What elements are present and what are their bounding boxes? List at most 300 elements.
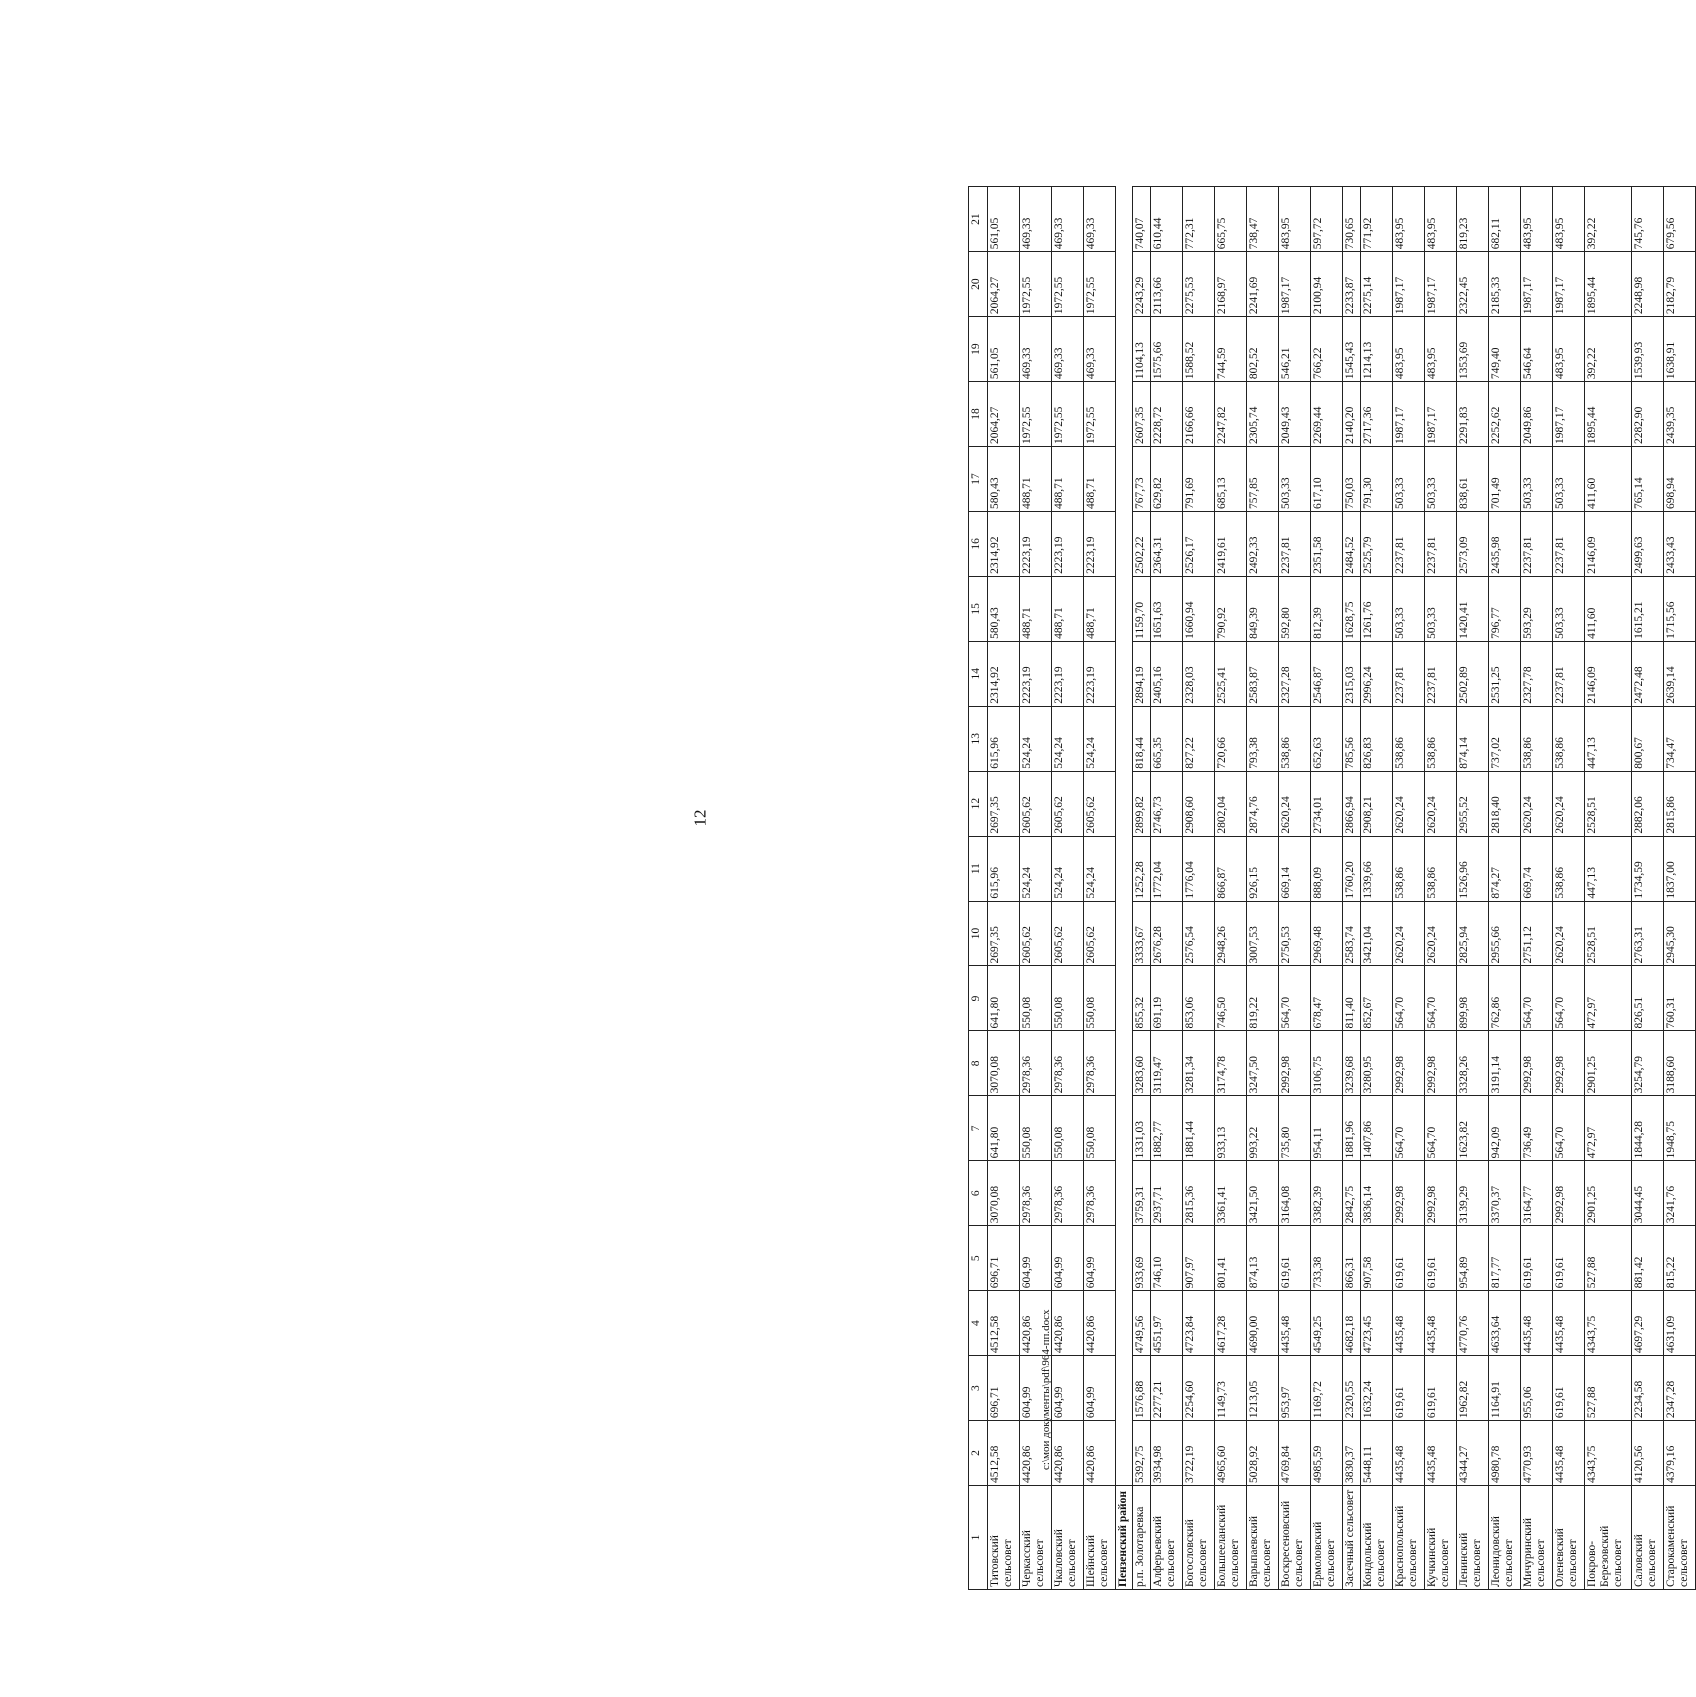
value-cell: 2237,81 — [1393, 511, 1425, 576]
value-cell: 665,75 — [1215, 187, 1247, 252]
value-cell: 701,49 — [1489, 447, 1521, 512]
value-cell: 550,08 — [1020, 1096, 1052, 1161]
value-cell: 652,63 — [1311, 706, 1343, 771]
value-cell: 641,80 — [988, 1096, 1020, 1161]
value-cell: 738,47 — [1247, 187, 1279, 252]
value-cell: 4344,27 — [1457, 1421, 1489, 1486]
value-cell: 3281,34 — [1183, 1031, 1215, 1096]
value-cell: 2237,81 — [1553, 641, 1585, 706]
row-name-cell: р.п. Золотаревка — [1133, 1486, 1151, 1590]
value-cell: 564,70 — [1553, 966, 1585, 1031]
column-number-cell: 10 — [969, 901, 988, 966]
value-cell: 1987,17 — [1279, 252, 1311, 317]
value-cell: 2901,25 — [1585, 1031, 1632, 1096]
value-cell: 564,70 — [1393, 966, 1425, 1031]
value-cell: 1104,13 — [1133, 317, 1151, 382]
value-cell: 2166,66 — [1183, 382, 1215, 447]
value-cell: 744,59 — [1215, 317, 1247, 382]
value-cell: 524,24 — [1084, 706, 1116, 771]
value-cell: 874,14 — [1457, 706, 1489, 771]
value-cell: 2531,25 — [1489, 641, 1521, 706]
rotated-table-container — [968, 186, 1696, 1590]
value-cell: 472,97 — [1585, 1096, 1632, 1161]
value-cell: 2818,40 — [1489, 771, 1521, 836]
column-number-cell: 16 — [969, 511, 988, 576]
value-cell: 2620,24 — [1553, 901, 1585, 966]
row-name-cell: Краснопольский сельсовет — [1393, 1486, 1425, 1590]
value-cell: 2439,35 — [1664, 382, 1696, 447]
value-cell: 3070,08 — [988, 1031, 1020, 1096]
value-cell: 2751,12 — [1521, 901, 1553, 966]
value-cell: 2901,25 — [1585, 1161, 1632, 1226]
value-cell: 2347,28 — [1664, 1356, 1696, 1421]
value-cell: 1987,17 — [1553, 252, 1585, 317]
value-cell: 2405,16 — [1151, 641, 1183, 706]
column-number-cell: 12 — [969, 771, 988, 836]
value-cell: 4512,58 — [988, 1291, 1020, 1356]
value-cell: 899,98 — [1457, 966, 1489, 1031]
column-number-cell: 7 — [969, 1096, 988, 1161]
value-cell: 2978,36 — [1084, 1031, 1116, 1096]
value-cell: 800,67 — [1632, 706, 1664, 771]
empty-cell — [1116, 836, 1133, 901]
value-cell: 483,95 — [1393, 317, 1425, 382]
value-cell: 801,41 — [1215, 1226, 1247, 1291]
value-cell: 818,44 — [1133, 706, 1151, 771]
value-cell: 503,33 — [1393, 447, 1425, 512]
value-cell: 790,92 — [1215, 576, 1247, 641]
value-cell: 2583,87 — [1247, 641, 1279, 706]
table-row — [1361, 187, 1393, 1590]
value-cell: 488,71 — [1084, 576, 1116, 641]
value-cell: 1588,52 — [1183, 317, 1215, 382]
value-cell: 4420,86 — [1084, 1291, 1116, 1356]
table-row — [1457, 187, 1489, 1590]
row-name-cell: Богословский сельсовет — [1183, 1486, 1215, 1590]
value-cell: 2978,36 — [1084, 1161, 1116, 1226]
value-cell: 488,71 — [1052, 447, 1084, 512]
value-cell: 4120,56 — [1632, 1421, 1664, 1486]
value-cell: 3254,79 — [1632, 1031, 1664, 1096]
value-cell: 1772,04 — [1151, 836, 1183, 901]
value-cell: 488,71 — [1020, 447, 1052, 512]
value-cell: 696,71 — [988, 1356, 1020, 1421]
value-cell: 2314,92 — [988, 641, 1020, 706]
value-cell: 2605,62 — [1052, 771, 1084, 836]
value-cell: 2802,04 — [1215, 771, 1247, 836]
value-cell: 2472,48 — [1632, 641, 1664, 706]
value-cell: 954,89 — [1457, 1226, 1489, 1291]
value-cell: 524,24 — [1084, 836, 1116, 901]
value-cell: 1948,75 — [1664, 1096, 1696, 1161]
value-cell: 538,86 — [1393, 706, 1425, 771]
value-cell: 852,67 — [1361, 966, 1393, 1031]
empty-cell — [1116, 1031, 1133, 1096]
column-number-cell: 1 — [969, 1486, 988, 1590]
value-cell: 503,33 — [1393, 576, 1425, 641]
row-name-cell: Воскресеновский сельсовет — [1279, 1486, 1311, 1590]
value-cell: 734,47 — [1664, 706, 1696, 771]
empty-cell — [1116, 1096, 1133, 1161]
value-cell: 564,70 — [1553, 1096, 1585, 1161]
value-cell: 2882,06 — [1632, 771, 1664, 836]
value-cell: 2945,30 — [1664, 901, 1696, 966]
value-cell: 2100,94 — [1311, 252, 1343, 317]
value-cell: 469,33 — [1020, 187, 1052, 252]
value-cell: 3239,68 — [1343, 1031, 1361, 1096]
value-cell: 1972,55 — [1020, 252, 1052, 317]
value-cell: 1632,24 — [1361, 1356, 1393, 1421]
value-cell: 1407,86 — [1361, 1096, 1393, 1161]
value-cell: 2978,36 — [1052, 1161, 1084, 1226]
row-name-cell: Саловский сельсовет — [1632, 1486, 1664, 1590]
value-cell: 3328,26 — [1457, 1031, 1489, 1096]
value-cell: 597,72 — [1311, 187, 1343, 252]
value-cell: 733,38 — [1311, 1226, 1343, 1291]
value-cell: 550,08 — [1084, 966, 1116, 1031]
value-cell: 411,60 — [1585, 576, 1632, 641]
value-cell: 802,52 — [1247, 317, 1279, 382]
value-cell: 3382,39 — [1311, 1161, 1343, 1226]
value-cell: 564,70 — [1425, 966, 1457, 1031]
value-cell: 4690,00 — [1247, 1291, 1279, 1356]
value-cell: 472,97 — [1585, 966, 1632, 1031]
column-number-cell: 15 — [969, 576, 988, 641]
value-cell: 2182,79 — [1664, 252, 1696, 317]
value-cell: 942,09 — [1489, 1096, 1521, 1161]
value-cell: 791,30 — [1361, 447, 1393, 512]
value-cell: 1261,76 — [1361, 576, 1393, 641]
value-cell: 1660,94 — [1183, 576, 1215, 641]
value-cell: 1169,72 — [1311, 1356, 1343, 1421]
column-number-cell: 5 — [969, 1226, 988, 1291]
value-cell: 2717,36 — [1361, 382, 1393, 447]
table-row — [1247, 187, 1279, 1590]
value-cell: 4549,25 — [1311, 1291, 1343, 1356]
value-cell: 815,22 — [1664, 1226, 1696, 1291]
value-cell: 791,69 — [1183, 447, 1215, 512]
value-cell: 641,80 — [988, 966, 1020, 1031]
row-name-cell: Старокаменский сельсовет — [1664, 1486, 1696, 1590]
value-cell: 564,70 — [1425, 1096, 1457, 1161]
value-cell: 2327,78 — [1521, 641, 1553, 706]
value-cell: 488,71 — [1084, 447, 1116, 512]
value-cell: 2969,48 — [1311, 901, 1343, 966]
empty-cell — [1116, 641, 1133, 706]
column-number-cell: 17 — [969, 447, 988, 512]
value-cell: 617,10 — [1311, 447, 1343, 512]
value-cell: 2223,19 — [1052, 511, 1084, 576]
value-cell: 2842,75 — [1343, 1161, 1361, 1226]
value-cell: 2433,43 — [1664, 511, 1696, 576]
table-row — [1020, 187, 1052, 1590]
value-cell: 2937,71 — [1151, 1161, 1183, 1226]
value-cell: 1213,05 — [1247, 1356, 1279, 1421]
tariff-table — [968, 186, 1696, 1590]
value-cell: 2546,87 — [1311, 641, 1343, 706]
value-cell: 685,13 — [1215, 447, 1247, 512]
value-cell: 2526,17 — [1183, 511, 1215, 576]
row-name-cell: Ермоловский сельсовет — [1311, 1486, 1343, 1590]
value-cell: 888,09 — [1311, 836, 1343, 901]
value-cell: 2992,98 — [1553, 1161, 1585, 1226]
value-cell: 2948,26 — [1215, 901, 1247, 966]
value-cell: 691,19 — [1151, 966, 1183, 1031]
section-title: Пензенский район — [1116, 1486, 1133, 1590]
value-cell: 1576,88 — [1133, 1356, 1151, 1421]
row-name-cell: Ленинский сельсовет — [1457, 1486, 1489, 1590]
value-cell: 678,47 — [1311, 966, 1343, 1031]
value-cell: 3280,95 — [1361, 1031, 1393, 1096]
value-cell: 1882,77 — [1151, 1096, 1183, 1161]
value-cell: 503,33 — [1279, 447, 1311, 512]
value-cell: 2314,92 — [988, 511, 1020, 576]
empty-cell — [1116, 771, 1133, 836]
value-cell: 2746,73 — [1151, 771, 1183, 836]
value-cell: 757,85 — [1247, 447, 1279, 512]
value-cell: 615,96 — [988, 706, 1020, 771]
value-cell: 745,76 — [1632, 187, 1664, 252]
value-cell: 1628,75 — [1343, 576, 1361, 641]
value-cell: 503,33 — [1425, 447, 1457, 512]
empty-cell — [1116, 1291, 1133, 1356]
value-cell: 2275,53 — [1183, 252, 1215, 317]
value-cell: 538,86 — [1553, 706, 1585, 771]
value-cell: 1987,17 — [1425, 382, 1457, 447]
value-cell: 3722,19 — [1183, 1421, 1215, 1486]
value-cell: 826,83 — [1361, 706, 1393, 771]
value-cell: 2605,62 — [1084, 901, 1116, 966]
value-cell: 2639,14 — [1664, 641, 1696, 706]
value-cell: 1353,69 — [1457, 317, 1489, 382]
table-row — [1183, 187, 1215, 1590]
value-cell: 669,14 — [1279, 836, 1311, 901]
value-cell: 2992,98 — [1279, 1031, 1311, 1096]
value-cell: 2275,14 — [1361, 252, 1393, 317]
value-cell: 2234,58 — [1632, 1356, 1664, 1421]
row-name-cell: Оленевский сельсовет — [1553, 1486, 1585, 1590]
value-cell: 2525,79 — [1361, 511, 1393, 576]
value-cell: 1881,44 — [1183, 1096, 1215, 1161]
value-cell: 2573,09 — [1457, 511, 1489, 576]
value-cell: 1615,21 — [1632, 576, 1664, 641]
value-cell: 2620,24 — [1393, 901, 1425, 966]
value-cell: 1895,44 — [1585, 252, 1632, 317]
value-cell: 2254,60 — [1183, 1356, 1215, 1421]
value-cell: 765,14 — [1632, 447, 1664, 512]
row-name-cell: Алферьевский сельсовет — [1151, 1486, 1183, 1590]
value-cell: 2223,19 — [1020, 511, 1052, 576]
value-cell: 1776,04 — [1183, 836, 1215, 901]
value-cell: 619,61 — [1521, 1226, 1553, 1291]
value-cell: 926,15 — [1247, 836, 1279, 901]
value-cell: 826,51 — [1632, 966, 1664, 1031]
value-cell: 604,99 — [1020, 1356, 1052, 1421]
value-cell: 796,77 — [1489, 576, 1521, 641]
value-cell: 3139,29 — [1457, 1161, 1489, 1226]
value-cell: 735,80 — [1279, 1096, 1311, 1161]
value-cell: 953,97 — [1279, 1356, 1311, 1421]
table-row — [1215, 187, 1247, 1590]
value-cell: 2955,52 — [1457, 771, 1489, 836]
value-cell: 933,69 — [1133, 1226, 1151, 1291]
value-cell: 469,33 — [1052, 317, 1084, 382]
value-cell: 1715,56 — [1664, 576, 1696, 641]
column-number-cell: 3 — [969, 1356, 988, 1421]
table-row — [1585, 187, 1632, 1590]
value-cell: 698,94 — [1664, 447, 1696, 512]
value-cell: 546,21 — [1279, 317, 1311, 382]
row-name-cell: Черкасский сельсовет — [1020, 1486, 1052, 1590]
value-cell: 1987,17 — [1553, 382, 1585, 447]
value-cell: 2992,98 — [1393, 1031, 1425, 1096]
value-cell: 5448,11 — [1361, 1421, 1393, 1486]
value-cell: 2351,58 — [1311, 511, 1343, 576]
value-cell: 750,03 — [1343, 447, 1361, 512]
value-cell: 811,40 — [1343, 966, 1361, 1031]
value-cell: 564,70 — [1393, 1096, 1425, 1161]
value-cell: 1252,28 — [1133, 836, 1151, 901]
value-cell: 4697,29 — [1632, 1291, 1664, 1356]
value-cell: 561,05 — [988, 317, 1020, 382]
value-cell: 619,61 — [1393, 1226, 1425, 1291]
value-cell: 2237,81 — [1393, 641, 1425, 706]
value-cell: 546,64 — [1521, 317, 1553, 382]
value-cell: 1339,66 — [1361, 836, 1393, 901]
value-cell: 679,56 — [1664, 187, 1696, 252]
empty-cell — [1116, 252, 1133, 317]
value-cell: 881,42 — [1632, 1226, 1664, 1291]
value-cell: 4723,84 — [1183, 1291, 1215, 1356]
value-cell: 2223,19 — [1084, 641, 1116, 706]
value-cell: 4723,45 — [1361, 1291, 1393, 1356]
value-cell: 1972,55 — [1052, 382, 1084, 447]
empty-cell — [1116, 901, 1133, 966]
value-cell: 2697,35 — [988, 771, 1020, 836]
value-cell: 4770,93 — [1521, 1421, 1553, 1486]
row-name-cell: Варыпаевский сельсовет — [1247, 1486, 1279, 1590]
row-name-cell: Большееланский сельсовет — [1215, 1486, 1247, 1590]
value-cell: 760,31 — [1664, 966, 1696, 1031]
row-name-cell: Мичуринский сельсовет — [1521, 1486, 1553, 1590]
column-number-cell: 4 — [969, 1291, 988, 1356]
value-cell: 682,11 — [1489, 187, 1521, 252]
value-cell: 503,33 — [1521, 447, 1553, 512]
row-name-cell: Засечный сельсовет — [1343, 1486, 1361, 1590]
file-path-footer: c:\мои документы\pdf\964-пп.docx — [1040, 1309, 1052, 1470]
value-cell: 1895,44 — [1585, 382, 1632, 447]
value-cell: 749,40 — [1489, 317, 1521, 382]
value-cell: 785,56 — [1343, 706, 1361, 771]
value-cell: 3044,45 — [1632, 1161, 1664, 1226]
value-cell: 2525,41 — [1215, 641, 1247, 706]
value-cell: 2049,43 — [1279, 382, 1311, 447]
value-cell: 2237,81 — [1521, 511, 1553, 576]
value-cell: 4985,59 — [1311, 1421, 1343, 1486]
value-cell: 1987,17 — [1521, 252, 1553, 317]
value-cell: 4980,78 — [1489, 1421, 1521, 1486]
value-cell: 3283,60 — [1133, 1031, 1151, 1096]
empty-cell — [1116, 1421, 1133, 1486]
value-cell: 4420,86 — [1020, 1421, 1052, 1486]
table-row — [1632, 187, 1664, 1590]
value-cell: 2978,36 — [1020, 1161, 1052, 1226]
value-cell: 819,22 — [1247, 966, 1279, 1031]
value-cell: 855,32 — [1133, 966, 1151, 1031]
value-cell: 2605,62 — [1084, 771, 1116, 836]
value-cell: 5028,92 — [1247, 1421, 1279, 1486]
value-cell: 447,13 — [1585, 836, 1632, 901]
value-cell: 2763,31 — [1632, 901, 1664, 966]
value-cell: 2620,24 — [1425, 901, 1457, 966]
column-number-cell: 2 — [969, 1421, 988, 1486]
value-cell: 2237,81 — [1425, 511, 1457, 576]
row-name-cell: Шейнский сельсовет — [1084, 1486, 1116, 1590]
value-cell: 2528,51 — [1585, 901, 1632, 966]
value-cell: 2282,90 — [1632, 382, 1664, 447]
value-cell: 2237,81 — [1553, 511, 1585, 576]
value-cell: 629,82 — [1151, 447, 1183, 512]
value-cell: 447,13 — [1585, 706, 1632, 771]
value-cell: 2243,29 — [1133, 252, 1151, 317]
value-cell: 3106,75 — [1311, 1031, 1343, 1096]
value-cell: 550,08 — [1084, 1096, 1116, 1161]
value-cell: 1331,03 — [1133, 1096, 1151, 1161]
value-cell: 849,39 — [1247, 576, 1279, 641]
value-cell: 4633,64 — [1489, 1291, 1521, 1356]
value-cell: 4420,86 — [1052, 1421, 1084, 1486]
table-row — [1343, 187, 1361, 1590]
row-name-cell: Титовский сельсовет — [988, 1486, 1020, 1590]
value-cell: 2620,24 — [1521, 771, 1553, 836]
value-cell: 4617,28 — [1215, 1291, 1247, 1356]
table-row — [1084, 187, 1116, 1590]
value-cell: 2223,19 — [1084, 511, 1116, 576]
column-number-row — [969, 187, 988, 1590]
value-cell: 2185,33 — [1489, 252, 1521, 317]
value-cell: 772,31 — [1183, 187, 1215, 252]
value-cell: 736,49 — [1521, 1096, 1553, 1161]
value-cell: 2908,60 — [1183, 771, 1215, 836]
value-cell: 2992,98 — [1425, 1031, 1457, 1096]
table-row — [1133, 187, 1151, 1590]
value-cell: 669,74 — [1521, 836, 1553, 901]
value-cell: 793,38 — [1247, 706, 1279, 771]
value-cell: 2750,53 — [1279, 901, 1311, 966]
value-cell: 610,44 — [1151, 187, 1183, 252]
value-cell: 4631,09 — [1664, 1291, 1696, 1356]
value-cell: 4435,48 — [1425, 1421, 1457, 1486]
empty-cell — [1116, 511, 1133, 576]
value-cell: 1638,91 — [1664, 317, 1696, 382]
table-row — [1052, 187, 1084, 1590]
value-cell: 3191,14 — [1489, 1031, 1521, 1096]
value-cell: 604,99 — [1084, 1226, 1116, 1291]
value-cell: 1760,20 — [1343, 836, 1361, 901]
value-cell: 2620,24 — [1393, 771, 1425, 836]
value-cell: 740,07 — [1133, 187, 1151, 252]
value-cell: 2322,45 — [1457, 252, 1489, 317]
value-cell: 2247,82 — [1215, 382, 1247, 447]
value-cell: 564,70 — [1521, 966, 1553, 1031]
empty-cell — [1116, 1226, 1133, 1291]
value-cell: 550,08 — [1052, 1096, 1084, 1161]
value-cell: 538,86 — [1393, 836, 1425, 901]
value-cell: 2228,72 — [1151, 382, 1183, 447]
value-cell: 580,43 — [988, 576, 1020, 641]
table-row — [1489, 187, 1521, 1590]
value-cell: 3333,67 — [1133, 901, 1151, 966]
